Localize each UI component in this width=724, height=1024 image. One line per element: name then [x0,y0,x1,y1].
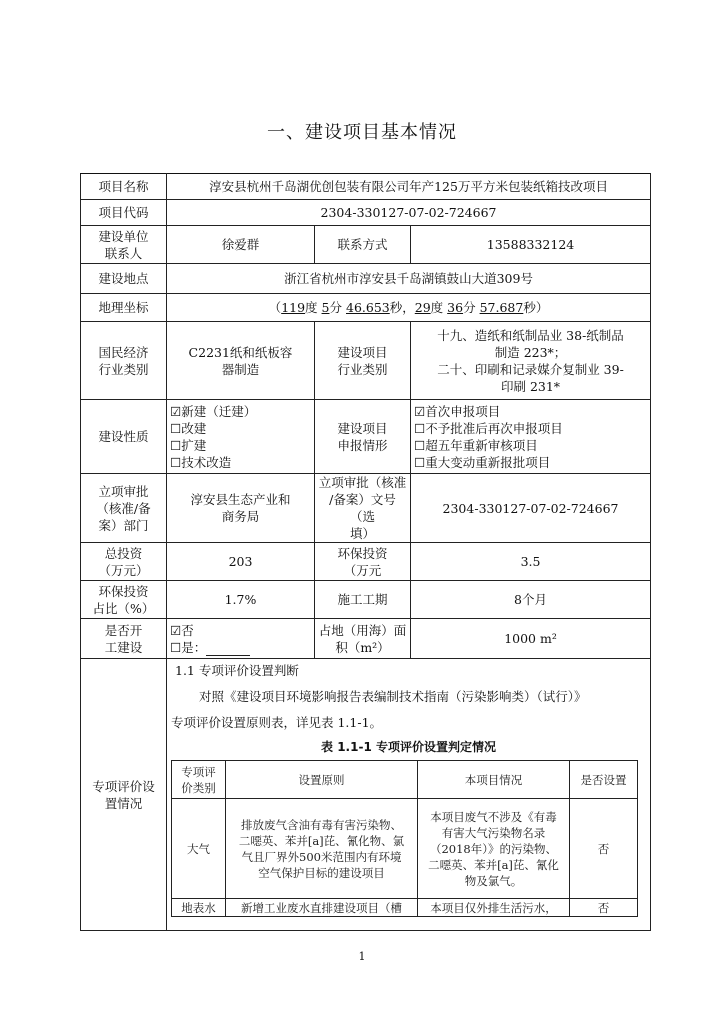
industry-label [81,322,167,400]
water-principle: 新增工业废水直排建设项目（槽 [226,899,418,917]
total-invest-label-line2: （万元） [98,562,149,578]
started-option-no[interactable]: ☑否 [170,622,194,638]
declare-option-five-year[interactable]: ☐超五年重新审核项目 [414,437,538,453]
subtable-header-situation: 本项目情况 [418,761,570,799]
lon-deg: 119 [281,300,306,315]
lat-min: 36 [447,300,464,315]
deg-unit: 度 [305,300,318,315]
lon-min: 5 [321,300,330,315]
special-content [167,659,651,931]
nature-label: 建设性质 [81,400,167,474]
duration: 8个月 [411,581,651,619]
table-row [172,799,638,899]
declare-label-line2: 申报情形 [337,437,388,453]
nature-option-new[interactable]: ☑新建（迁建） [170,403,257,419]
area-label [315,619,411,659]
contact-label-line2: 联系人 [104,245,143,261]
declare-option-major-change[interactable]: ☐重大变动重新报批项目 [414,454,551,470]
approval-dept-line1: 淳安县生态产业和 [190,492,291,507]
project-industry-label-line1: 建设项目 [337,344,388,360]
industry-line1: C2231纸和纸板容 [188,344,293,360]
approval-dept [167,474,315,543]
air-principle-line4: 空气保护目标的建设项目 [258,865,385,880]
water-setup: 否 [570,899,638,917]
project-industry-line2: 制造 223*； [494,344,567,360]
env-invest-label [315,543,411,581]
declare-label-line1: 建设项目 [337,420,388,436]
approval-dept-label-line2: （核准/备 [96,500,151,516]
area-label-line1: 占地（用海）面 [318,622,407,638]
started-label-line1: 是否开 [104,622,143,638]
contact-label-line1: 建设单位 [98,228,149,244]
air-situation-line1: 本项目废气不涉及《有毒 [430,809,557,824]
total-invest-label-line1: 总投资 [104,545,143,561]
lon-sec: 46.653 [346,300,390,315]
project-info-table [80,173,651,931]
nature-option-tech[interactable]: ☐技术改造 [170,454,232,470]
declare-label [315,400,411,474]
started-yes-label: ☐是： [170,639,207,655]
air-situation-line3: （2018年）》的污染物、 [429,841,557,856]
total-invest: 203 [167,543,315,581]
page-title: 一、建设项目基本情况 [267,122,457,143]
project-name: 淳安县杭州千岛湖优创包装有限公司年产125万平方米包装纸箱技改项目 [167,174,651,200]
air-situation-line4: 二噁英、苯并[a]芘、氰化 [428,857,559,872]
approval-doc: 2304-330127-07-02-724667 [411,474,651,543]
project-industry-label [315,322,411,400]
subtable-header-category [172,761,226,799]
env-invest-label-line2: （万元 [343,562,382,578]
air-principle-line3: 气且厂界外500米范围内有环境 [241,849,402,864]
project-industry-line1: 十九、造纸和纸制品业 38-纸制品 [437,327,624,343]
project-code: 2304-330127-07-02-724667 [167,200,651,226]
contact-person: 徐爱群 [167,226,315,264]
approval-dept-label-line3: 案）部门 [98,517,149,533]
env-ratio-label-line1: 环保投资 [98,583,149,599]
subtable-header-category-line2: 价类别 [181,780,216,795]
env-ratio-label [81,581,167,619]
env-invest: 3.5 [411,543,651,581]
project-industry-line3: 二十、印刷和记录媒介复制业 39- [437,361,624,377]
lat-sec: 57.687 [479,300,524,315]
air-principle-line2: 二噁英、苯并[a]芘、氰化物、氯 [238,833,405,848]
area-label-line2: 积（m²） [335,639,390,655]
area: 1000 m² [411,619,651,659]
env-ratio: 1.7% [167,581,315,619]
industry-label-line2: 行业类别 [98,361,149,377]
special-eval-subtable [171,760,638,917]
location-label: 建设地点 [81,264,167,294]
sec-unit: 秒） [523,300,549,315]
contact-label [81,226,167,264]
coords-label: 地理坐标 [81,294,167,322]
air-principle [226,799,418,899]
air-setup: 否 [570,799,638,899]
special-heading: 1.1 专项评价设置判断 [175,663,299,678]
special-label [81,659,167,931]
started-option-yes[interactable] [170,639,311,656]
industry [167,322,315,400]
nature-option-rebuild[interactable]: ☐改建 [170,420,207,436]
air-category: 大气 [172,799,226,899]
air-situation-line2: 有害大气污染物名录 [441,825,546,840]
total-invest-label [81,543,167,581]
started-yes-blank[interactable] [206,643,250,656]
subtable-header-category-line1: 专项评 [181,764,216,779]
approval-dept-line2: 商务局 [221,509,260,524]
coords [167,294,651,322]
subtable-title: 表 1.1-1 专项评价设置判定情况 [321,740,496,754]
air-situation-line5: 物及氯气。 [464,873,523,888]
contact-phone: 13588332124 [411,226,651,264]
approval-dept-label-line1: 立项审批 [98,483,149,499]
approval-doc-label-line3: 填） [349,526,375,541]
industry-label-line1: 国民经济 [98,344,149,360]
air-situation [418,799,570,899]
lat-deg: 29 [414,300,431,315]
coords-open: （ [268,300,282,315]
declare-option-reapply[interactable]: ☐不予批准后再次申报项目 [414,420,563,436]
table-row [172,899,638,917]
started-options [167,619,315,659]
min-unit: 分 [463,300,476,315]
duration-label: 施工工期 [315,581,411,619]
declare-option-first[interactable]: ☑首次申报项目 [414,403,501,419]
industry-line2: 器制造 [221,361,260,377]
declare-options [411,400,651,474]
water-category: 地表水 [172,899,226,917]
nature-options [167,400,315,474]
project-industry-line4: 印刷 231* [500,378,561,394]
sec-unit: 秒， [389,300,415,315]
project-name-label: 项目名称 [81,174,167,200]
special-paragraph-2: 专项评价设置原则表，详见表 1.1-1。 [171,715,383,730]
air-principle-line1: 排放废气含油有毒有害污染物、 [241,817,402,832]
project-code-label: 项目代码 [81,200,167,226]
approval-dept-label [81,474,167,543]
min-unit: 分 [329,300,343,315]
special-label-line2: 置情况 [104,795,143,811]
env-invest-label-line1: 环保投资 [337,545,388,561]
nature-option-expand[interactable]: ☐扩建 [170,437,207,453]
contact-method-label: 联系方式 [315,226,411,264]
subtable-header-setup: 是否设置 [570,761,638,799]
approval-doc-label [315,474,411,543]
location: 浙江省杭州市淳安县千岛湖镇鼓山大道309号 [167,264,651,294]
started-label-line2: 工建设 [104,639,143,655]
page-number: 1 [358,950,366,963]
started-label [81,619,167,659]
approval-doc-label-line2: /备案）文号（选 [329,492,396,524]
water-situation: 本项目仅外排生活污水， [418,899,570,917]
special-paragraph-1: 对照《建设项目环境影响报告表编制技术指南（污染影响类）（试行）》 [199,689,587,704]
project-industry-label-line2: 行业类别 [337,361,388,377]
special-label-line1: 专项评价设 [92,778,155,794]
deg-unit: 度 [430,300,444,315]
env-ratio-label-line2: 占比（%） [92,600,155,616]
approval-doc-label-line1: 立项审批（核准 [318,475,407,490]
subtable-header-principle: 设置原则 [226,761,418,799]
project-industry [411,322,651,400]
